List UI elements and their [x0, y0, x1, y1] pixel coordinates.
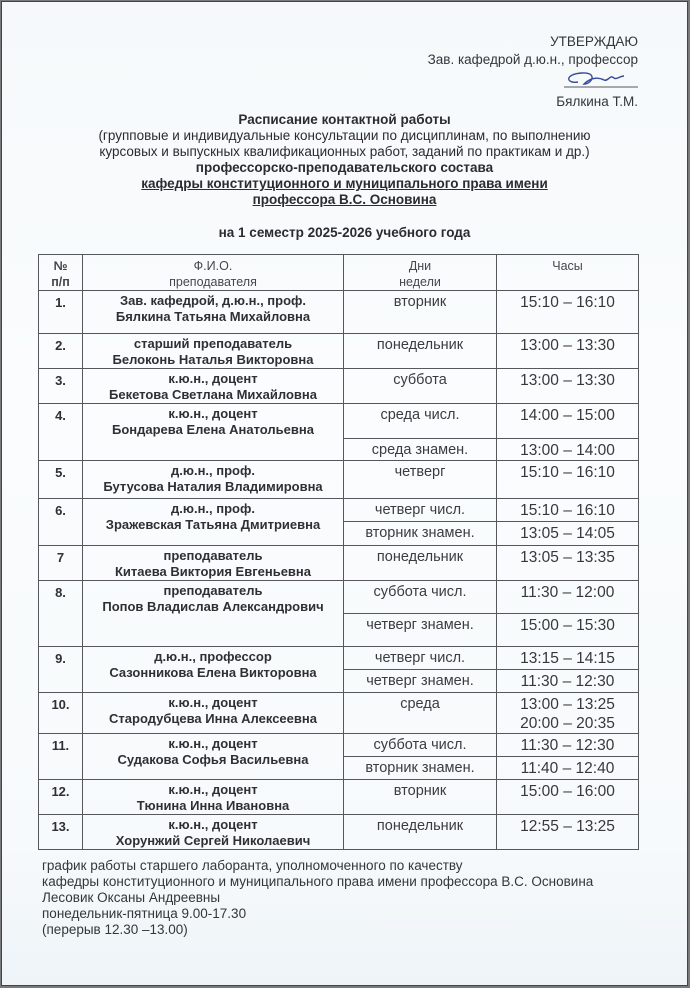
day-cell: понедельник [344, 334, 497, 369]
teacher-cell [83, 815, 344, 850]
time-range: 11:30 – 12:30 [520, 673, 615, 690]
hours-cell [497, 334, 639, 369]
staff-label: профессорско-преподавательского состава [195, 160, 494, 175]
teacher-title: к.ю.н., доцент [168, 371, 258, 386]
time-range: 15:10 – 16:10 [520, 464, 615, 481]
teacher-cell [83, 334, 344, 369]
hours-cell [497, 647, 639, 670]
row-number: 2. [39, 334, 83, 369]
time-range: 15:00 – 15:30 [520, 617, 615, 634]
teacher-title: д.ю.н., профессор [154, 649, 272, 664]
table-row [39, 581, 639, 614]
teacher-cell [83, 734, 344, 780]
day-cell: четверг знамен. [344, 614, 497, 647]
table-body [39, 291, 639, 850]
table-row [39, 499, 639, 522]
day-cell: четверг числ. [344, 499, 497, 522]
hours-cell [497, 522, 639, 546]
time-range: 11:30 – 12:00 [520, 584, 615, 601]
teacher-title: Зав. кафедрой, д.ю.н., проф. [119, 293, 307, 308]
schedule-table [38, 254, 639, 850]
teacher-cell [83, 369, 344, 404]
day-cell: вторник [344, 780, 497, 815]
teacher-name: Стародубцева Инна Алексеевна [109, 711, 317, 726]
row-number: 8. [39, 581, 83, 647]
header-num: № п/п [39, 255, 83, 291]
teacher-name: Белоконь Наталья Викторовна [112, 352, 314, 367]
teacher-cell [83, 291, 344, 334]
hours-cell [497, 369, 639, 404]
schedule-subtitle-2: курсовых и выпускных квалификационных работ, заданий по практикам и др.) [99, 144, 590, 159]
time-range: 13:15 – 14:15 [520, 650, 615, 667]
hours-cell [497, 780, 639, 815]
department-line-2: профессора В.С. Основина [252, 192, 437, 207]
table-row [39, 461, 639, 499]
lab-assistant-schedule [42, 858, 593, 938]
row-number: 12. [39, 780, 83, 815]
footer-line-2: кафедры конституционного и муниципального права имени профессора В.С. Основина [42, 874, 594, 889]
hours-cell [497, 404, 639, 439]
teacher-cell [83, 780, 344, 815]
teacher-cell [83, 581, 344, 647]
hours-cell [497, 291, 639, 334]
header-hours: Часы [497, 255, 639, 291]
teacher-title: к.ю.н., доцент [168, 406, 258, 421]
teacher-title: преподаватель [163, 548, 263, 563]
table-row [39, 404, 639, 439]
day-cell: понедельник [344, 815, 497, 850]
row-number: 4. [39, 404, 83, 461]
hours-cell [497, 757, 639, 780]
hours-cell [497, 461, 639, 499]
day-cell: среда числ. [344, 404, 497, 439]
hours-cell [497, 670, 639, 693]
teacher-title: к.ю.н., доцент [168, 782, 258, 797]
time-range: 13:05 – 14:05 [520, 525, 615, 542]
teacher-name: Попов Владислав Александрович [102, 599, 324, 614]
row-number: 9. [39, 647, 83, 693]
schedule-heading: Расписание контактной работы [238, 112, 451, 127]
day-cell: суббота числ. [344, 734, 497, 757]
teacher-cell [83, 546, 344, 581]
teacher-cell [83, 647, 344, 693]
semester-label: на 1 семестр 2025-2026 учебного года [218, 225, 471, 240]
time-range: 12:55 – 13:25 [520, 818, 615, 835]
hours-cell [497, 614, 639, 647]
day-cell: среда знамен. [344, 439, 497, 461]
time-range: 15:00 – 16:00 [520, 783, 615, 800]
time-range: 13:00 – 13:25 [520, 696, 615, 713]
time-range: 13:05 – 13:35 [520, 549, 615, 566]
footer-line-1: график работы старшего лаборанта, уполномоченного по качеству [42, 858, 463, 873]
approval-name: Бялкина Т.М. [556, 94, 638, 109]
teacher-title: д.ю.н., проф. [171, 501, 255, 516]
time-range: 14:00 – 15:00 [520, 407, 615, 424]
row-number: 1. [39, 291, 83, 334]
table-row [39, 780, 639, 815]
document-page [1, 1, 688, 986]
day-cell: суббота [344, 369, 497, 404]
teacher-cell [83, 461, 344, 499]
teacher-name: Судакова Софья Васильевна [117, 752, 309, 767]
department-line-1: кафедры конституционного и муниципального права имени [141, 176, 548, 191]
time-range: 13:00 – 14:00 [520, 442, 615, 459]
time-range: 15:10 – 16:10 [520, 294, 615, 311]
table-row [39, 334, 639, 369]
hours-cell [497, 439, 639, 461]
hours-cell [497, 546, 639, 581]
title-block [2, 112, 687, 241]
table-row [39, 647, 639, 670]
row-number: 10. [39, 693, 83, 734]
table-row [39, 546, 639, 581]
day-cell: вторник знамен. [344, 522, 497, 546]
day-cell: среда [344, 693, 497, 734]
teacher-title: д.ю.н., проф. [171, 463, 255, 478]
day-cell: вторник знамен. [344, 757, 497, 780]
teacher-name: Бондарева Елена Анатольевна [112, 422, 314, 437]
footer-line-3: Лесовик Оксаны Андреевны [42, 890, 221, 905]
hours-cell [497, 693, 639, 734]
time-range-2: 20:00 – 20:35 [520, 715, 615, 732]
schedule-subtitle-1: (групповые и индивидуальные консультации по дисциплинам, по выполнению [98, 128, 591, 143]
table-row [39, 369, 639, 404]
row-number: 13. [39, 815, 83, 850]
teacher-cell [83, 693, 344, 734]
signature-icon [558, 68, 638, 94]
table-row [39, 815, 639, 850]
teacher-name: Китаева Виктория Евгеньевна [114, 564, 312, 579]
hours-cell [497, 815, 639, 850]
teacher-name: Бутусова Наталия Владимировна [103, 479, 323, 494]
teacher-name: Тюнина Инна Ивановна [136, 798, 290, 813]
day-cell: четверг числ. [344, 647, 497, 670]
day-cell: суббота числ. [344, 581, 497, 614]
teacher-name: Бекетова Светлана Михайловна [109, 387, 317, 402]
approval-stamp: УТВЕРЖДАЮ [550, 34, 638, 49]
teacher-cell [83, 404, 344, 461]
teacher-name: Зражевская Татьяна Дмитриевна [105, 517, 321, 532]
day-cell: четверг [344, 461, 497, 499]
teacher-title: к.ю.н., доцент [168, 695, 258, 710]
hours-cell [497, 734, 639, 757]
time-range: 13:00 – 13:30 [520, 372, 615, 389]
teacher-title: старший преподаватель [133, 336, 293, 351]
row-number: 6. [39, 499, 83, 546]
time-range: 13:00 – 13:30 [520, 337, 615, 354]
row-number: 5. [39, 461, 83, 499]
table-row [39, 291, 639, 334]
hours-cell [497, 499, 639, 522]
row-number: 3. [39, 369, 83, 404]
teacher-title: к.ю.н., доцент [168, 817, 258, 832]
teacher-name: Бялкина Татьяна Михайловна [115, 309, 311, 324]
header-name: Ф.И.О. преподавателя [83, 255, 344, 291]
hours-cell [497, 581, 639, 614]
time-range: 11:30 – 12:30 [520, 737, 615, 754]
table-row [39, 693, 639, 734]
day-cell: понедельник [344, 546, 497, 581]
approval-position: Зав. кафедрой д.ю.н., профессор [427, 52, 638, 67]
teacher-cell [83, 499, 344, 546]
teacher-title: преподаватель [163, 583, 263, 598]
time-range: 11:40 – 12:40 [520, 760, 615, 777]
day-cell: вторник [344, 291, 497, 334]
row-number: 7 [39, 546, 83, 581]
teacher-title: к.ю.н., доцент [168, 736, 258, 751]
teacher-name: Сазонникова Елена Викторовна [109, 665, 317, 680]
table-header-row [39, 255, 639, 291]
row-number: 11. [39, 734, 83, 780]
footer-line-5: (перерыв 12.30 –13.00) [42, 922, 188, 937]
table-row [39, 734, 639, 757]
footer-line-4: понедельник-пятница 9.00-17.30 [42, 906, 247, 921]
time-range: 15:10 – 16:10 [520, 502, 615, 519]
teacher-name: Хорунжий Сергей Николаевич [115, 833, 311, 848]
approval-block [428, 34, 638, 110]
header-days: Дни недели [344, 255, 497, 291]
day-cell: четверг знамен. [344, 670, 497, 693]
signature [428, 68, 638, 94]
